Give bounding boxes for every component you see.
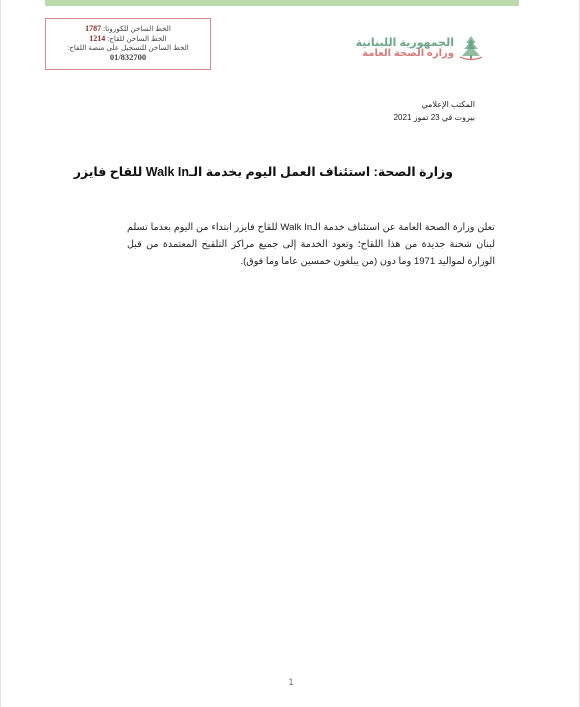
press-office-block (394, 98, 475, 124)
press-release-body: تعلن وزارة الصحة العامة عن استئناف خدمة الـWalk In للقاح فايزر ابتداء من اليوم بعدما تسلم لبنان شحنة جديدة من هذا اللقاح؛ وتعود الخدمة إلى جميع مراكز التلقيح المعتمدة من قبل الوزارة لمواليد 1971 وما دون (من يبلغون خمسين عاما وما فوق). (127, 222, 495, 267)
covid-hotline-label: الخط الساخن للكورونا: (103, 24, 171, 33)
platform-hotline-number: 01/832700 (109, 51, 147, 62)
platform-hotline-label: الخط الساخن للتسجيل على منصة اللقاح: (67, 43, 189, 52)
cedar-icon (458, 35, 484, 61)
ministry-logo (356, 35, 484, 61)
covid-hotline (46, 24, 210, 34)
office-name: المكتب الإعلامي (421, 100, 475, 109)
press-date: بيروت في 23 تموز 2021 (393, 113, 475, 122)
logo-ministry-text: وزارة الصحة العامة (362, 48, 454, 59)
vaccine-hotline-label: الخط الساخن للقاح: (107, 33, 167, 43)
page-number: 1 (288, 677, 294, 687)
vaccine-hotline (46, 34, 210, 44)
header-accent-bar (45, 0, 519, 6)
logo-republic-text: الجمهورية اللبنانية (355, 37, 454, 49)
covid-hotline-number: 1787 (85, 24, 102, 33)
hotline-box (45, 18, 211, 70)
press-release-title: وزارة الصحة: استئناف العمل اليوم بخدمة الـWalk In للقاح فايزر (73, 165, 453, 179)
vaccine-hotline-number: 1214 (89, 33, 106, 43)
